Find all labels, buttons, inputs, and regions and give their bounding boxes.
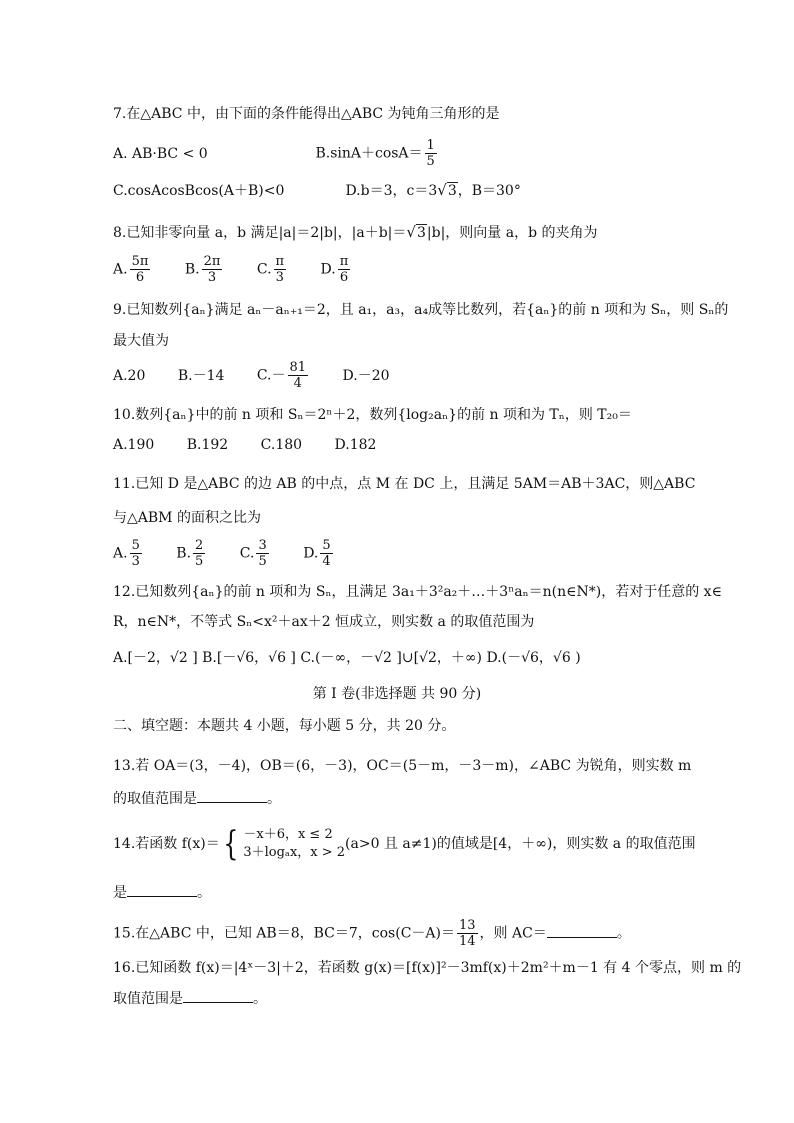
q8-option-b: [185, 254, 225, 285]
option-label: A.: [113, 261, 128, 278]
q16-end: 。: [253, 991, 267, 1007]
option-label: C.: [239, 545, 255, 562]
q7-option-b: [315, 138, 438, 169]
q13-end: 。: [267, 791, 281, 807]
fraction-denominator: 4: [322, 554, 331, 569]
q14-end: 。: [197, 885, 211, 901]
q8-option-b-fraction: [202, 254, 223, 285]
q12-stem-line2: R，n∈N*，不等式 Sₙ<x²＋ax＋2 恒成立，则实数 a 的取值范围为: [113, 614, 535, 630]
q14-cases: [243, 826, 345, 862]
q12-stem-line1: 12.已知数列{aₙ}的前 n 项和为 Sₙ，且满足 3a₁＋3²a₂＋…＋3ⁿaₙ＝n(n∈N*)，若对于任意的 x∈: [113, 584, 722, 600]
q10-option-d: D.182: [334, 437, 377, 453]
fraction-denominator: 3: [207, 270, 217, 285]
q14-stem-line1: [113, 824, 696, 864]
option-label: C.: [256, 261, 272, 278]
q8-stem: [113, 222, 674, 243]
q7-option-c: C.cosAcosBcos(A＋B)<0: [113, 182, 285, 199]
q11-option-c: [240, 538, 271, 569]
q9-stem-line1: 9.已知数列{aₙ}满足 aₙ－aₙ₊₁＝2，且 a₁，a₃，a₄成等比数列，若{aₙ}的前 n 项和为 Sₙ，则 Sₙ的: [113, 302, 729, 318]
fraction-denominator: 6: [135, 270, 145, 285]
q15-stem-text: 15.在△ABC 中，已知 AB＝8，BC＝7，cos(C－A)＝: [113, 925, 455, 942]
q13-stem-line2: [113, 788, 674, 809]
fraction-numerator: 2: [195, 538, 204, 553]
q11-option-c-fraction: [256, 538, 268, 569]
q8-option-c: [257, 254, 288, 285]
q13-stem-text: 的取值范围是: [113, 791, 197, 807]
fraction-numerator: 3: [258, 538, 267, 553]
fraction-numerator: 5: [322, 538, 331, 553]
option-label: D.: [320, 261, 336, 278]
q11-option-a-fraction: [130, 538, 142, 569]
q8-option-a: [113, 254, 152, 285]
fraction-numerator: 13: [458, 918, 476, 933]
q8-option-d-fraction: [338, 254, 351, 285]
q9-option-d: D.－20: [342, 367, 390, 384]
q7-stem: 7.在△ABC 中，由下面的条件能得出△ABC 为钝角三角形的是: [113, 106, 500, 122]
option-label: D.: [303, 545, 319, 562]
fraction-numerator: π: [275, 254, 285, 269]
q7-option-b-text: B.sinA＋cosA＝: [315, 145, 423, 162]
option-label: B.: [184, 261, 200, 278]
q10-option-b: B.192: [186, 437, 229, 453]
q9-option-a: A.20: [113, 367, 146, 384]
q7-option-d: [345, 180, 520, 201]
q11-option-b-fraction: [193, 538, 205, 569]
q15-fraction: [457, 918, 478, 949]
q10-option-c: C.180: [260, 437, 303, 453]
q12-options: A.[－2，√2 ] B.[－√6，√6 ] C.(－∞，－√2 ]∪[√2，＋∞) D.(－√6，√6 ): [113, 650, 581, 666]
q8-stem-tail: |b|，则向量 a，b 的夹角为: [426, 225, 598, 241]
q8-option-c-fraction: [274, 254, 287, 285]
q10-option-a: A.190: [113, 437, 155, 453]
q7-options-row1: [113, 138, 467, 169]
q15-answer-blank: [547, 923, 617, 938]
q11-stem-line1: 11.已知 D 是△ABC 的边 AB 的中点，点 M 在 DC 上，且满足 5AM＝AB＋3AC，则△ABC: [113, 476, 696, 492]
fraction-denominator: 5: [258, 554, 267, 569]
part2-heading: 二、填空题：本题共 4 小题，每小题 5 分，共 20 分。: [113, 718, 456, 734]
q14-piecewise: [220, 826, 345, 862]
q9-stem-line2: 最大值为: [113, 333, 169, 349]
q9-option-c-text: C.－: [256, 367, 286, 384]
fraction-numerator: 5: [131, 538, 140, 553]
sqrt-icon: √: [437, 181, 447, 199]
q9-options: [113, 360, 418, 391]
section-title: 第 I 卷(非选择题 共 90 分): [312, 686, 482, 702]
option-label: A.: [113, 545, 128, 562]
left-brace-icon: {: [222, 824, 239, 864]
fraction-denominator: 6: [339, 270, 349, 285]
q10-stem: 10.数列{aₙ}中的前 n 项和 Sₙ＝2ⁿ＋2，数列{log₂aₙ}的前 n 项和为 Tₙ，则 T₂₀＝: [113, 407, 632, 423]
q16-stem-line2: [113, 988, 674, 1009]
q13-answer-blank: [197, 788, 267, 803]
fraction-denominator: 5: [426, 154, 435, 169]
q15-stem-tail: ，则 AC＝: [479, 925, 547, 942]
q8-stem-radicand: 3: [416, 225, 426, 241]
q11-stem-line2: 与△ABM 的面积之比为: [113, 510, 261, 526]
q11-options: [113, 538, 363, 569]
fraction-numerator: 5π: [131, 254, 149, 269]
q8-options: [113, 254, 380, 285]
q14-stem-line2: [113, 882, 674, 903]
option-label: B.: [176, 545, 192, 562]
q7-option-b-fraction: [425, 138, 437, 169]
q7-option-d-text: D.b＝3，c＝3: [345, 183, 438, 199]
fraction-numerator: 81: [289, 360, 307, 375]
fraction-denominator: 3: [131, 554, 140, 569]
q7-option-d-tail: ，B＝30°: [457, 183, 521, 199]
q9-option-c: [257, 360, 310, 391]
q8-option-a-fraction: [130, 254, 151, 285]
q16-stem-line1: 16.已知函数 f(x)＝|4ˣ－3|＋2，若函数 g(x)＝[f(x)]²－3mf(x)＋2m²＋m－1 有 4 个零点，则 m 的: [113, 960, 742, 976]
q11-option-b: [176, 538, 207, 569]
q14-stem-tail: (a>0 且 a≠1)的值域是[4，＋∞)，则实数 a 的取值范围: [345, 836, 696, 852]
fraction-denominator: 5: [195, 554, 204, 569]
q9-option-b: B.－14: [177, 367, 225, 384]
q14-stem-text: 14.若函数 f(x)＝: [113, 836, 220, 852]
q15-stem: [113, 918, 674, 949]
fraction-numerator: 1: [426, 138, 435, 153]
fraction-denominator: 3: [275, 270, 284, 285]
q8-option-d: [321, 254, 353, 285]
q11-option-d-fraction: [320, 538, 332, 569]
fraction-denominator: 4: [293, 376, 302, 391]
fraction-numerator: 2π: [203, 254, 221, 269]
q7-option-a: A. AB·BC < 0: [113, 145, 208, 162]
q14-line2-text: 是: [113, 885, 127, 901]
q14-answer-blank: [127, 882, 197, 897]
q14-case-1: －x＋6，x ≤ 2: [243, 827, 333, 842]
q7-options-row2: [113, 180, 549, 201]
q13-stem-line1: 13.若 OA＝(3，－4)，OB＝(6，－3)，OC＝(5－m，－3－m)，∠ABC 为锐角，则实数 m: [113, 758, 692, 774]
q16-answer-blank: [183, 988, 253, 1003]
q7-option-d-radicand: 3: [447, 183, 457, 199]
q10-options: [113, 435, 404, 455]
q14-case-2: 3＋logₐx，x > 2: [243, 845, 346, 860]
fraction-numerator: π: [339, 254, 349, 269]
q11-option-a: [113, 538, 144, 569]
fraction-denominator: 14: [458, 934, 476, 949]
q9-option-c-fraction: [288, 360, 309, 391]
q16-stem-text: 取值范围是: [113, 991, 183, 1007]
q11-option-d: [303, 538, 334, 569]
q15-end: 。: [616, 925, 631, 942]
sqrt-icon: √: [406, 223, 416, 241]
q8-stem-text: 8.已知非零向量 a，b 满足|a|＝2|b|，|a＋b|＝: [113, 225, 407, 241]
